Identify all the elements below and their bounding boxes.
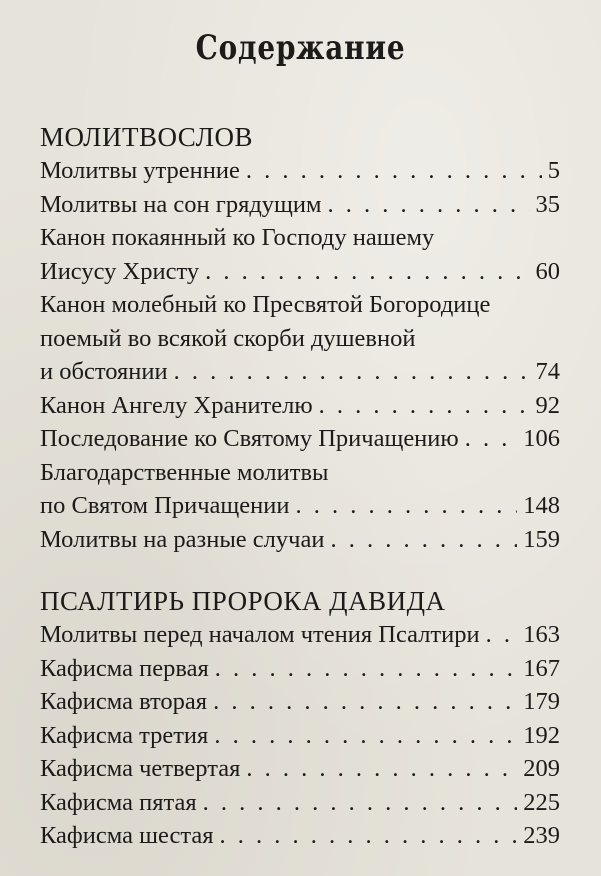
entry-text: Молитвы утренние xyxy=(40,157,240,184)
page-number: 60 xyxy=(535,257,560,285)
toc-entry xyxy=(40,786,560,820)
dot-leader xyxy=(319,389,530,423)
dot-leader xyxy=(214,719,517,753)
entry-text: и обстоянии xyxy=(40,358,168,385)
entry-text: Кафисма первая xyxy=(40,654,209,682)
toc-entry xyxy=(40,752,560,786)
dot-leader xyxy=(205,255,529,289)
page-number: 225 xyxy=(523,788,560,816)
entry-text: Благодарственные молитвы xyxy=(40,458,329,486)
entry-text: Молитвы перед началом чтения Псалтири xyxy=(40,621,480,648)
toc-entry xyxy=(40,685,560,719)
toc-entry xyxy=(40,652,560,686)
toc-entry xyxy=(40,154,560,188)
entry-text: Кафисма шестая xyxy=(40,822,214,849)
entry-text: Канон Ангелу Хранителю xyxy=(40,391,313,419)
toc-section-molitvoslov xyxy=(40,120,560,556)
page-number: 35 xyxy=(535,190,560,218)
toc-entry xyxy=(40,618,560,652)
entry-text: Последование ко Святому Причащению xyxy=(40,425,459,452)
dot-leader xyxy=(203,786,518,820)
toc-entry xyxy=(40,221,560,288)
dot-leader xyxy=(486,618,518,652)
dot-leader xyxy=(330,523,517,557)
page-number: 106 xyxy=(523,425,560,452)
dot-leader xyxy=(246,752,517,786)
toc-entry xyxy=(40,819,560,853)
dot-leader xyxy=(246,154,542,188)
dot-leader xyxy=(213,685,517,719)
toc-entry xyxy=(40,188,560,222)
toc-entry xyxy=(40,288,560,389)
dot-leader xyxy=(295,489,517,523)
entry-text: Кафисма третия xyxy=(40,721,209,749)
toc-section-psaltir xyxy=(40,584,560,853)
toc-entry xyxy=(40,456,560,523)
entry-text: Канон молебный ко Пресвятой Богородице xyxy=(40,291,491,318)
entry-text: Молитвы на разные случаи xyxy=(40,525,325,553)
entry-text: Кафисма вторая xyxy=(40,688,208,715)
dot-leader xyxy=(465,422,518,456)
page-number: 163 xyxy=(523,621,560,648)
section-heading: МОЛИТВОСЛОВ xyxy=(40,122,253,152)
page-number: 167 xyxy=(523,654,560,682)
page-number: 239 xyxy=(523,822,560,849)
dot-leader xyxy=(174,355,530,389)
page-number: 74 xyxy=(535,358,560,385)
toc-entry xyxy=(40,523,560,557)
page-number: 148 xyxy=(523,492,560,519)
page-number: 209 xyxy=(523,755,560,782)
toc-entry xyxy=(40,422,560,456)
entry-text: поемый во всякой скорби душевной xyxy=(40,324,416,352)
entry-text: по Святом Причащении xyxy=(40,492,290,519)
page-number: 159 xyxy=(523,525,560,553)
entry-text: Иисусу Христу xyxy=(40,257,200,285)
page-number: 92 xyxy=(535,391,560,419)
page-number: 179 xyxy=(523,688,560,715)
dot-leader xyxy=(215,652,518,686)
toc-entry xyxy=(40,719,560,753)
dot-leader xyxy=(219,819,517,853)
entry-text: Канон покаянный ко Господу нашему xyxy=(40,224,435,251)
dot-leader xyxy=(328,188,530,222)
entry-text: Кафисма пятая xyxy=(40,788,197,816)
page-number: 5 xyxy=(547,157,560,184)
entry-text: Молитвы на сон грядущим xyxy=(40,190,322,218)
section-heading: ПСАЛТИРЬ ПРОРОКА ДАВИДА xyxy=(40,586,446,616)
page-title: Содержание xyxy=(195,28,406,68)
entry-text: Кафисма четвертая xyxy=(40,755,241,782)
toc-entry xyxy=(40,389,560,423)
page-number: 192 xyxy=(523,721,560,749)
